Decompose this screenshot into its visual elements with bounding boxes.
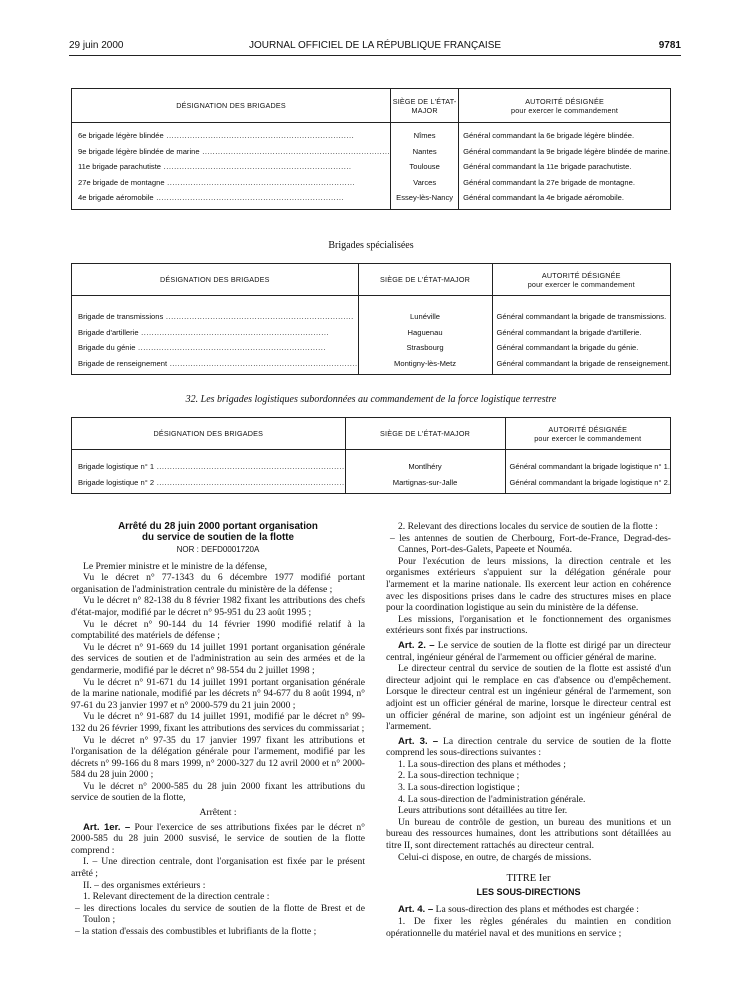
table-2-caption: Brigades spécialisées [328, 240, 414, 251]
t2-siege: Haguenau [407, 327, 443, 337]
article-4 [386, 904, 671, 916]
t1-siege: Nîmes [413, 131, 436, 140]
article-3-label: Art. 3. – [398, 735, 439, 747]
t3-siege: Montlhéry [408, 462, 442, 471]
body-paragraph: Leurs attributions sont détaillées au titre Ier. [398, 805, 568, 817]
article-1-dash-item: – les antennes de soutien de Cherbourg, Fort-de-France, Degrad-des-Cannes, Port-des-Galets, Papeete et Nouméa. [390, 532, 671, 556]
t1-autorite: Général commandant la 9e brigade légère blindée de marine. [463, 146, 670, 156]
titre-subheading: LES SOUS-DIRECTIONS [476, 886, 581, 897]
article-1-text: Pour l'exercice de ses attributions fixées par le décret n° 2000-585 du 28 juin 2000 susvisé, le service de soutien de la flotte comprend : [71, 821, 365, 856]
visa-paragraph: Vu le décret n° 90-144 du 14 février 1990 modifié relatif à la comptabilité des matériels de défense ; [71, 618, 365, 642]
t2-siege: Strasbourg [406, 343, 444, 352]
col-autorite [459, 89, 671, 123]
sous-direction-item: 4. La sous-direction de l'administration générale. [398, 793, 586, 805]
t2-autorite: Général commandant la brigade de renseignement. [496, 358, 670, 368]
sous-direction-item: 1. La sous-direction des plans et méthodes ; [398, 758, 566, 770]
t2-designation: Brigade du génie ..... [72, 340, 358, 356]
sous-direction-item: 2. La sous-direction technique ; [398, 770, 520, 782]
t3-autorite: Général commandant la brigade logistique n° 1. [509, 462, 670, 471]
body-paragraph: Un bureau de contrôle de gestion, un bureau des munitions et un bureau des ressources humaines, dont les attributions sont détaillées au titre II, sont directement rattachés au directeur central. [386, 816, 671, 852]
t1-autorite: Général commandant la 27e brigade de montagne. [463, 177, 635, 187]
col-autorite-sub: pour exercer le commandement [534, 433, 642, 443]
t3-designation: Brigade logistique n° 2 ..... [72, 475, 345, 491]
visa-paragraph: Vu le décret n° 91-687 du 14 juillet 1991, modifié par le décret n° 99-132 du 26 février 1999, fixant les attributions des services du commissariat ; [71, 711, 365, 734]
visa-paragraph: Vu le décret n° 77-1343 du 6 décembre 1977 modifié portant organisation de l'administration centrale du ministère de la défense ; [71, 572, 365, 595]
arrete-title-line2: du service de soutien de la flotte [142, 532, 294, 543]
article-1-item: I. – Une direction centrale, dont l'organisation est fixée par le présent arrêté ; [71, 856, 365, 880]
col-autorite [492, 264, 671, 296]
article-2-label: Art. 2. – [398, 639, 435, 651]
article-3 [386, 736, 671, 759]
t1-siege: Toulouse [409, 162, 440, 171]
t1-siege: Nantes [412, 146, 437, 156]
col-autorite-title: AUTORITÉ DÉSIGNÉE [548, 424, 628, 434]
table-3-caption: 32. Les brigades logistiques subordonnées au commandement de la force logistique terrestre [185, 394, 557, 405]
sous-direction-item: 3. La sous-direction logistique ; [398, 782, 520, 794]
body-paragraph: Celui-ci dispose, en outre, de chargés de missions. [398, 851, 592, 863]
col-siege: SIÈGE DE L'ÉTAT-MAJOR [345, 418, 505, 450]
t2-autorite: Général commandant la brigade d'artillerie. [496, 327, 642, 337]
header-date: 29 juin 2000 [69, 40, 124, 51]
visa-paragraph: Vu le décret n° 91-671 du 14 juillet 1991 portant organisation générale de la marine nationale, modifié par les décrets n° 94-677 du 8 août 1994, n° 97-61 du 23 janvier 1997 et n° 2000-579 du 21 juin 2000 ; [71, 676, 365, 711]
t2-siege: Lunéville [410, 312, 441, 321]
header-rule [69, 55, 681, 56]
article-1-item: II. – des organismes extérieurs : [83, 879, 206, 891]
visa-paragraph: Vu le décret n° 2000-585 du 28 juin 2000 fixant les attributions du service de soutien de la flotte, [71, 780, 365, 804]
brigades-table-3 [71, 417, 671, 494]
article-1-dash-item: – la station d'essais des combustibles et lubrifiants de la flotte ; [75, 926, 317, 937]
body-paragraph: Les missions, l'organisation et le fonctionnement des organismes extérieurs sont fixés par instructions. [386, 613, 671, 637]
t1-autorite: Général commandant la 6e brigade légère blindée. [463, 131, 635, 140]
t3-autorite: Général commandant la brigade logistique n° 2. [509, 477, 670, 487]
page-header [69, 40, 681, 54]
visa-paragraph: Vu le décret n° 82-138 du 8 février 1982 fixant les attributions des chefs d'état-major, modifié par le décret n° 95-951 du 23 août 1995 ; [71, 595, 365, 618]
t1-designation: 27e brigade de montagne ..... [72, 175, 390, 191]
col-designation: DÉSIGNATION DES BRIGADES [72, 418, 346, 450]
t2-designation: Brigade de transmissions ..... [72, 309, 358, 325]
t1-designation: 4e brigade aéromobile ..... [72, 190, 390, 206]
t1-siege: Varces [413, 177, 437, 187]
right-column [386, 521, 671, 939]
body-paragraph: Le directeur central du service de soutien de la flotte est assisté d'un directeur adjoint qui le remplace en cas d'absence ou d'empêchement. Lorsque le directeur central est un ingénieur général de l'armement, son adjoint est un officier général de marine, lorsque le directeur central est un officier général de marine, son adjoint est un ingénieur général de l'armement. [386, 663, 671, 733]
col-siege: SIÈGE DE L'ÉTAT-MAJOR [391, 89, 459, 123]
header-page-number: 9781 [658, 40, 681, 51]
arretent-heading: Arrêtent : [199, 807, 237, 819]
col-siege: SIÈGE DE L'ÉTAT-MAJOR [358, 264, 492, 296]
col-autorite-title: AUTORITÉ DÉSIGNÉE [541, 270, 621, 280]
t2-siege: Montigny-lès-Metz [394, 358, 457, 368]
t2-autorite: Général commandant la brigade de transmissions. [496, 312, 667, 321]
t3-designation: Brigade logistique n° 1 ..... [72, 459, 345, 475]
t2-designation: Brigade d'artillerie ..... [72, 325, 358, 341]
col-autorite [505, 418, 671, 450]
t1-autorite: Général commandant la 11e brigade parachutiste. [463, 162, 632, 171]
t1-designation: 6e brigade légère blindée ..... [72, 128, 390, 144]
col-designation: DÉSIGNATION DES BRIGADES [72, 89, 391, 123]
brigades-table-2 [71, 263, 671, 375]
article-1-item: 1. Relevant directement de la direction centrale : [83, 891, 270, 903]
article-1-dash-item: – les directions locales du service de soutien de la flotte de Brest et de Toulon ; [75, 902, 365, 926]
t2-autorite: Général commandant la brigade du génie. [496, 343, 639, 352]
article-1 [71, 822, 365, 857]
t1-autorite: Général commandant la 4e brigade aéromobile. [463, 193, 624, 202]
article-4-text: La sous-direction des plans et méthodes est chargée : [435, 904, 639, 916]
arrete-title-line1: Arrêté du 28 juin 2000 portant organisation [118, 521, 318, 532]
col-autorite-title: AUTORITÉ DÉSIGNÉE [525, 96, 604, 106]
nor-reference: NOR : DEFD0001720A [176, 545, 260, 554]
left-column [71, 521, 365, 938]
article-3-text: La direction centrale du service de soutien de la flotte comprend les sous-directions suivantes : [386, 735, 671, 759]
article-4-label: Art. 4. – [398, 904, 434, 916]
visa-paragraph: Vu le décret n° 97-35 du 17 janvier 1997 fixant les attributions et l'organisation de la délégation générale pour l'armement, modifié par les décrets n° 99-166 du 8 mars 1999, n° 2000-327 du 12 avril 2000 et n° 2000-584 du 28 juin 2000 ; [71, 734, 365, 781]
col-autorite-sub: pour exercer le commandement [527, 279, 635, 289]
col-designation: DÉSIGNATION DES BRIGADES [72, 264, 359, 296]
t1-designation: 9e brigade légère blindée de marine ..... [72, 144, 390, 160]
article-2 [386, 640, 671, 663]
t1-designation: 11e brigade parachutiste ..... [72, 159, 390, 175]
article-1-label: Art. 1er. – [83, 821, 131, 833]
body-paragraph: Pour l'exécution de leurs missions, la direction centrale et les organismes extérieurs s'appuient sur la délégation générale pour l'armement et la marine nationale. Ils exercent leur action en cohérence avec les dispositions prises dans le cadre des structures mises en place pour la coordination logistique au sein du ministère de la défense. [386, 555, 671, 614]
visa-paragraph: Vu le décret n° 91-669 du 14 juillet 1991 portant organisation générale des services de soutien et de l'administration au sein des armées et de la gendarmerie, modifié par le décret n° 98-554 du 2 juillet 1998 ; [71, 641, 365, 676]
col-autorite-sub: pour exercer le commandement [511, 105, 619, 115]
titre-heading: TITRE Ier [506, 873, 551, 885]
article-2-text: Le service de soutien de la flotte est dirigé par un directeur central, ingénieur général de l'armement ou officier général de marine. [386, 639, 671, 663]
t3-siege: Martignas-sur-Jalle [392, 477, 458, 487]
visa-paragraph: Le Premier ministre et le ministre de la défense, [83, 560, 268, 572]
brigades-table-1 [71, 88, 671, 210]
body-paragraph: 1. De fixer les règles générales du maintien en condition opérationnelle du matériel naval et des munitions en service ; [386, 916, 671, 939]
t2-designation: Brigade de renseignement ..... [72, 356, 358, 372]
header-journal-title: JOURNAL OFFICIEL DE LA RÉPUBLIQUE FRANÇAISE [248, 40, 502, 51]
article-1-item: 2. Relevant des directions locales du service de soutien de la flotte : [398, 521, 658, 532]
t1-siege: Essey-lès-Nancy [396, 193, 454, 202]
